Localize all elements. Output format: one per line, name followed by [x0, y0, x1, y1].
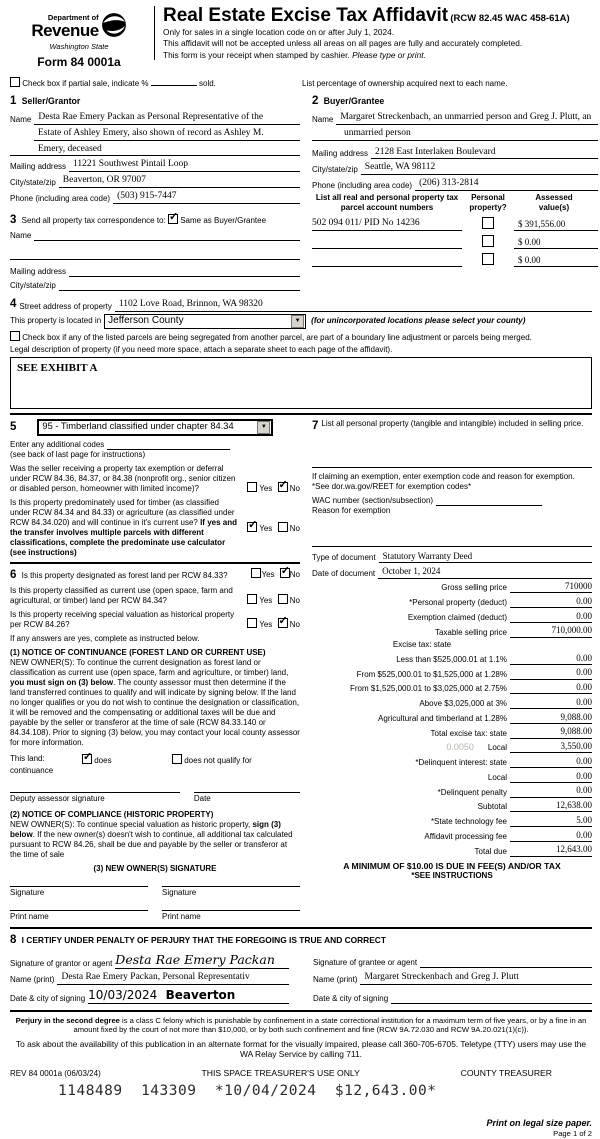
legal-paper-note: Print on legal size paper. [486, 1117, 592, 1128]
partial-sale-option: Check box if partial sale, indicate % sold. [10, 77, 216, 89]
title-rcw-ref: (RCW 82.45 WAC 458-61A) [450, 13, 570, 24]
legal-description-box[interactable] [10, 357, 592, 409]
new-owner-signature-line[interactable]: Signature [10, 886, 148, 898]
if-yes-note: If any answers are yes, complete as instructed below. [10, 634, 200, 644]
section-divider [10, 562, 300, 564]
personal-property-heading: List all personal property (tangible and intangible) included in selling price. [321, 418, 584, 428]
personal-property-deduct-value[interactable]: 0.00 [510, 596, 592, 608]
grantee-date-city-field[interactable] [391, 993, 592, 1004]
timber-question: Is this property predominately used for timber (as classified under RCW 84.34 and 84.33) or agriculture (as classified under RCW 84.34.020) and will continue in it's current use? If yes and the transfer involves multiple parcels with different classifications, complete the predominate use calculator (see instructions) ✓ Yes No [10, 498, 300, 558]
delinquent-penalty-value[interactable]: 0.00 [510, 785, 592, 797]
form-number: Form 84 0001a [37, 55, 121, 70]
timber-yes-checkbox[interactable] [247, 522, 257, 532]
dropdown-arrow-icon[interactable]: ▼ [291, 315, 304, 328]
exemption-code-note: If claiming an exemption, enter exemption code and reason for exemption. *See dor.wa.gov/REET for exemption codes* [312, 472, 575, 492]
affidavit-processing-fee-value[interactable]: 0.00 [510, 830, 592, 842]
grantee-signing-block: Signature of grantee or agent Name (print) Margaret Streckenbach and Greg J. Plutt Date & city of signing [313, 949, 592, 1004]
tier4-tax-value[interactable]: 0.00 [510, 697, 592, 709]
personal-property-col-header: Personal property? [469, 193, 507, 213]
agricultural-timberland-value[interactable]: 9,088.00 [510, 712, 592, 724]
parcel-number-field[interactable] [312, 255, 462, 267]
dropdown-arrow-icon[interactable]: ▼ [257, 421, 270, 434]
new-owner-print-name-line[interactable]: Print name [162, 910, 300, 922]
section-2-buyer: 2 Buyer/Grantee Name Margaret Streckenbach, an unmarried person and Greg J. Plutt, an unmarried person Mailing address 2128 East Interlaken Boulevard City/state/zip Seattle, WA 98112 Phone (including area code) (206) 313-2814 [312, 94, 598, 191]
revenue-wordmark: Revenue [31, 20, 99, 40]
legal-description-value: SEE EXHIBIT A [17, 361, 98, 374]
footer-divider [10, 1010, 592, 1012]
delinquent-interest-state-value[interactable]: 0.00 [510, 756, 592, 768]
title-block [154, 6, 592, 60]
alt-format-note: To ask about the availability of this publication in an alternate format for the visually impaired, please call 360-705-6705. Teletype (TTY) users may use the WA Relay Service by calling 711. [15, 1038, 587, 1060]
treasurer-use-label: THIS SPACE TREASURER'S USE ONLY [201, 1067, 360, 1078]
county-treasurer-label: COUNTY TREASURER [460, 1067, 552, 1078]
tier1-tax-value[interactable]: 0.00 [510, 653, 592, 665]
page-indicator: Page 1 of 2 [553, 1129, 592, 1139]
current-use-yes-checkbox[interactable] [247, 594, 257, 604]
grantor-print-name-field[interactable]: Desta Rae Emery Packan, Personal Representativ [57, 972, 289, 985]
header [10, 6, 592, 70]
land-qualify-row: This land: ✓ does does not qualify for [10, 754, 300, 766]
section-3-correspondence: 3 Send all property tax correspondence to: ✓ Same as Buyer/Grantee Name Mailing address City/state/zip [10, 213, 300, 291]
grantee-print-name-field[interactable]: Margaret Streckenbach and Greg J. Plutt [360, 972, 592, 985]
perjury-note: Perjury in the second degree is a class C felony which is punishable by confinement in a state correctional institution for a maximum term of five years, or by a fine in an amount fixed by the court of not more than $10,000, or by both such confinement and fine (RCW 9A.72.030 and RCW 9A.20.021(1)(c)). [15, 1016, 587, 1035]
notice-continuance-text: NEW OWNER(S): To continue the current designation as forest land or classification as current use (open space, farm and agriculture, or timber) land, you must sign on (3) below. The county assessor must then determine if the land transferred continues to qualify and will indicate by signing below. If the land no longer qualifies or you do not wish to continue the designation or classification, it will be removed and the compensating or additional taxes will be due and payable by the seller or transferor at the time of sale (RCW 84.33.140 or 84.34.108). Prior to signing (3) below, you may contact your local county assessor for more information. [10, 658, 300, 748]
exemption-question: Was the seller receiving a property tax exemption or deferral under RCW 84.36, 84.37, or 84.38 (nonprofit org., senior citizen or disabled person, homeowner with limited income)? Yes ✓ No [10, 464, 300, 494]
seller-name-field[interactable]: Desta Rae Emery Packan as Personal Representative of the [34, 112, 300, 125]
use-code-dropdown[interactable]: 95 - Timberland classified under chapter 84.34 ▼ [37, 419, 273, 436]
section-divider [10, 413, 592, 415]
correspondence-name-field2[interactable] [10, 249, 300, 260]
street-address-field[interactable]: 1102 Love Road, Brinnon, WA 98320 [115, 299, 592, 312]
personal-property-checkbox[interactable] [482, 217, 494, 229]
local-rate-value: 0.0050 [446, 742, 474, 753]
excise-tax-state-header: Excise tax: state [392, 640, 452, 650]
dor-logo-block [10, 6, 148, 70]
local-tax-row: 0.0050 Local 3,550.00 [446, 741, 592, 753]
historic-yes-checkbox[interactable] [247, 618, 257, 628]
state-technology-fee-value[interactable]: 5.00 [510, 815, 592, 827]
header-sub3: This form is your receipt when stamped by cashier. Please type or print. [163, 49, 426, 60]
additional-codes-field[interactable] [107, 439, 230, 450]
seller-city-field[interactable]: Beaverton, OR 97007 [59, 175, 300, 188]
seller-heading: Seller/Grantor [21, 96, 81, 107]
seller-name-field2[interactable]: Estate of Ashley Emery, also shown of record as Ashley M. [34, 128, 300, 141]
deputy-assessor-signature-line[interactable]: Deputy assessor signature [10, 792, 180, 804]
treasurer-row [10, 1068, 592, 1079]
personal-property-checkbox[interactable] [482, 235, 494, 247]
additional-codes-note: (see back of last page for instructions) [10, 449, 146, 459]
subtotal-value[interactable]: 12,638.00 [510, 800, 592, 812]
exemption-claimed-value[interactable]: 0.00 [510, 611, 592, 623]
page-title: Real Estate Excise Tax Affidavit [163, 5, 449, 26]
partial-sale-row [10, 77, 592, 89]
personal-property-field[interactable] [312, 455, 592, 468]
assessed-value-col-header: Assessed value(s) [535, 193, 573, 213]
total-due-value[interactable]: 12,643.00 [510, 844, 592, 856]
buyer-city-field[interactable]: Seattle, WA 98112 [361, 162, 598, 175]
buyer-phone-field[interactable]: (206) 313-2814 [415, 178, 598, 191]
current-use-question: Is this property classified as current use (open space, farm and agricultural, or timber) land per RCW 84.34? Yes No [10, 586, 300, 606]
assessed-value-field[interactable]: $ 391,556.00 [514, 219, 598, 231]
forest-yes-checkbox[interactable] [251, 568, 261, 578]
type-or-print-note: Please type or print. [352, 49, 426, 60]
left-col-upper [10, 94, 300, 291]
same-as-buyer-label: Same as Buyer/Grantee [180, 216, 267, 225]
deputy-date-line[interactable]: Date [194, 792, 300, 804]
buyer-heading: Buyer/Grantee [323, 96, 385, 107]
washington-state-label: Washington State [49, 42, 109, 51]
buyer-mailing-field[interactable]: 2128 East Interlaken Boulevard [371, 147, 598, 160]
section-1-seller: 1 Seller/Grantor Name Desta Rae Emery Packan as Personal Representative of the Estate of Ashley Emery, also shown of record as Ashley M. Emery, deceased Mailing address 11221 Southwest Pintail Loop City/state/zip Beaverton, OR 97007 Phone (including area code) (503) 915-7447 [10, 94, 300, 204]
historic-question: Is this property receiving special valuation as historical property per RCW 84.26? Yes ✓ No [10, 610, 300, 630]
header-sub1: Only for sales in a single location code on or after July 1, 2024. [163, 26, 395, 37]
county-note: (for unincorporated locations please select your county) [311, 316, 526, 326]
does-qualify-checkbox[interactable] [82, 754, 92, 764]
personal-property-checkbox[interactable] [482, 253, 494, 265]
partial-sale-checkbox[interactable] [10, 77, 20, 87]
seller-mailing-field[interactable]: 11221 Southwest Pintail Loop [69, 159, 300, 172]
parcel-row [312, 235, 598, 249]
taxable-selling-price-value[interactable]: 710,000.00 [510, 625, 592, 637]
ownership-note: List percentage of ownership acquired next to each name. [302, 79, 508, 89]
reason-exemption-label: Reason for exemption [312, 506, 391, 516]
continuance-label: continuance [10, 766, 54, 776]
seller-phone-field[interactable]: (503) 915-7447 [113, 191, 300, 204]
document-date-field[interactable]: October 1, 2024 [378, 566, 592, 578]
right-col-upper [312, 94, 598, 291]
wac-number-field[interactable] [436, 495, 542, 506]
does-not-qualify-checkbox[interactable] [172, 754, 182, 764]
buyer-name-field2[interactable]: unmarried person [312, 128, 598, 141]
dept-of-label: Department of [47, 13, 99, 23]
total-excise-state-value[interactable]: 9,088.00 [510, 726, 592, 738]
see-instructions-note: *SEE INSTRUCTIONS [411, 871, 493, 881]
section-6-designations: 6 Is this property designated as forest land per RCW 84.33? Yes ✓ No Is this property classified as current use (open space, farm and agricultural, or timber) land per RCW 84.34? Yes No Is this property receiving special valuation as historical property per RCW 84.26? Yes ✓ No If any answers are yes, complete as instructed below. (1) NOTICE OF CONTINUANCE (FOREST LAND OR CURRENT USE) NEW OWNER(S): To continue the current designation as forest land or classification as current use (open space, farm and agriculture, or timber) land, you must sign on (3) below. The county assessor must then determine if the land transferred continues to qualify and will indicate by signing below. If the land no longer qualifies or you do not wish to continue the designation or classification, it will be removed and the compensating or additional taxes will be due and payable by the seller or transferor at the time of sale (RCW 84.33.140 or 84.34.108). Prior to signing (3) below, you may contact your local county assessor for more information. This land: ✓ does does not qualify for continuance Deputy assessor signature Date (2) NOTICE OF COMPLIANCE (HISTORIC PROPERTY) NEW OWNER(S): To continue special valuation as historic property, sign (3) below. If the new owner(s) doesn't wish to continue, all additional tax calculated pursuant to RCW 84.26, shall be due and payable by the seller or transferor at the time of sale (3) NEW OWNER(S) SIGNATURE Signature Signature Print name Print name [10, 568, 300, 922]
section-4-property: 4 Street address of property 1102 Love Road, Brinnon, WA 98320 This property is located in Jefferson County ▼ (for unincorporated locations please select your county) Check box if any of the listed parcels are being segregated from another parcel, are part of a boundary line adjustment or parcels being merged. Legal description of property (if you need more space, attach a separate sheet to each page of the affidavit). SEE EXHIBIT A [10, 297, 592, 408]
correspondence-city-field[interactable] [59, 280, 300, 291]
document-type-field[interactable]: Statutory Warranty Deed [379, 551, 592, 563]
section-8-certify: 8 I CERTIFY UNDER PENALTY OF PERJURY THAT THE FOREGOING IS TRUE AND CORRECT Signature of grantor or agent Desta Rae Emery Packan Name (print) Desta Rae Emery Packan, Personal Representativ Date & city of signing 10/03/2024 Beaverton Signature of grantee or agent Name (print) Margaret Streckenbach and Greg J. Plutt Date & city of signing [10, 933, 592, 1004]
grantor-date-city-field[interactable]: 10/03/2024 Beaverton [88, 988, 289, 1004]
notice-continuance-heading: (1) NOTICE OF CONTINUANCE (FOREST LAND OR CURRENT USE) [10, 648, 266, 658]
reason-exemption-field[interactable] [312, 534, 592, 547]
notice-compliance-text: NEW OWNER(S): To continue special valuation as historic property, sign (3) below. If the new owner(s) doesn't wish to continue, all additional tax calculated pursuant to RCW 84.26, shall be due and payable by the seller or transferor at the time of sale [10, 820, 293, 860]
parcel-number-field[interactable] [312, 237, 462, 249]
grantee-signature-field[interactable] [420, 957, 592, 968]
grantor-signature-field[interactable]: Desta Rae Emery Packan [115, 952, 289, 969]
correspondence-mailing-field[interactable] [69, 266, 300, 277]
buyer-name-field[interactable]: Margaret Streckenbach, an unmarried person and Greg J. Plutt, an [336, 112, 598, 125]
section-5-use-code: 5 95 - Timberland classified under chapter 84.34 ▼ [10, 419, 300, 436]
gross-selling-price-value[interactable]: 710000 [510, 581, 592, 593]
parcel-table [312, 193, 598, 267]
delinquent-interest-local-value[interactable]: 0.00 [510, 771, 592, 783]
assessed-value-field[interactable]: $ 0.00 [514, 237, 598, 249]
new-owner-signature-line[interactable]: Signature [162, 886, 300, 898]
minimum-due-note: A MINIMUM OF $10.00 IS DUE IN FEE(S) AND/OR TAX [343, 860, 561, 871]
section-divider [10, 927, 592, 929]
header-sub2: This affidavit will not be accepted unless all areas on all pages are fully and accurately completed. [163, 38, 523, 49]
section-7-tax: 7 List all personal property (tangible and intangible) included in selling price. If claiming an exemption, enter exemption code and reason for exemption. *See dor.wa.gov/REET for exemption codes* WAC number (section/subsection) Reason for exemption Type of document Statutory Warranty Deed Date of document October 1, 2024 Gross selling price 710000 *Personal property (deduct) 0.00 Exemption claimed (deduct) 0.00 Taxable selling price 710,000.00 Excise tax: state Less than $525,000.01 at 1.1% 0.00 From $525,000.01 to $1,525,000 at 1.28% 0.00 From $1,525,000.01 to $3,025,000 at 2.75% 0.00 Above $3,025,000 at 3% 0.00 Agricultural and timberland at 1.28% 9,088.00 Total excise tax: state 9,088.00 0.0050 Local 3,550.00 *Delinquent interest: state 0.00 Local 0.00 *Delinquent penalty 0.00 Subtotal 12,638.00 *State technology fee 5.00 Affidavit processing fee 0.00 Total due 12,643.00 A MINIMUM OF $10.00 IS DUE IN FEE(S) AND/OR TAX *SEE INSTRUCTIONS [312, 418, 592, 881]
legal-description-label: Legal description of property (if you need more space, attach a separate sheet to each page of the affidavit). [10, 344, 393, 354]
segregated-checkbox[interactable] [10, 331, 20, 341]
exemption-yes-checkbox[interactable] [247, 482, 257, 492]
assessed-value-field[interactable]: $ 0.00 [514, 255, 598, 267]
seller-name-field3[interactable]: Emery, deceased [10, 144, 300, 157]
treasurer-stamp: 1148489 143309 *10/04/2024 $12,643.00* [58, 1082, 437, 1099]
same-as-buyer-checkbox[interactable] [168, 214, 178, 224]
forest-no-checkbox[interactable] [280, 568, 290, 578]
notice-compliance-heading: (2) NOTICE OF COMPLIANCE (HISTORIC PROPERTY) [10, 810, 214, 820]
local-tax-value[interactable]: 3,550.00 [510, 741, 592, 753]
parcel-row [312, 217, 598, 231]
tier3-tax-value[interactable]: 0.00 [510, 682, 592, 694]
certify-heading: I CERTIFY UNDER PENALTY OF PERJURY THAT THE FOREGOING IS TRUE AND CORRECT [21, 934, 386, 945]
parcel-col-header: List all real and personal property tax parcel account numbers [315, 193, 459, 213]
correspondence-name-field[interactable] [34, 230, 300, 241]
tier2-tax-value[interactable]: 0.00 [510, 667, 592, 679]
partial-percent-field[interactable] [151, 85, 197, 86]
parcel-number-field[interactable]: 502 094 011/ PID No 14236 [312, 218, 462, 231]
new-owners-signature-heading: (3) NEW OWNER(S) SIGNATURE [93, 864, 217, 874]
current-use-no-checkbox[interactable] [278, 594, 288, 604]
exemption-no-checkbox[interactable] [278, 482, 288, 492]
timber-no-checkbox[interactable] [278, 522, 288, 532]
parcel-row [312, 253, 598, 267]
revenue-logo-icon [101, 12, 127, 41]
left-col-lower: 5 95 - Timberland classified under chapter 84.34 ▼ Enter any additional codes (see back of last page for instructions) Was the seller receiving a property tax exemption or deferral under RCW 84.36, 84.37, or 84.38 (nonprofit org., senior citizen or disabled person, homeowner with limited income)? Yes ✓ No Is this property predominately used for timber (as classified under RCW 84.34 and 84.33) or agriculture (as classified under RCW 84.34.020) and will continue in it's current use? If yes and the transfer involves multiple parcels with different classifications, complete the predominate use calculator (see instructions) ✓ Yes No 6 Is this property designated as forest land per RCW 84.33? Yes ✓ No Is this property classified as current use (open space, farm and agricultural, or timber) land per RCW 84.34? Yes No Is this property receiving special valuation as historical property per RCW 84.26? Yes ✓ No If any answers are yes, complete as instructed below. (1) NOTICE OF CONTINUANCE (FOREST LAND OR CURRENT USE) NEW OWNER(S): To continue the current designation as forest land or classification as current use (open space, farm and agriculture, or timber) land, you must sign on (3) below. The county assessor must then determine if the land transferred continues to qualify and will indicate by signing below. If the land no longer qualifies or you do not wish to continue the designation or classification, it will be removed and the compensating or additional taxes will be due and payable by the seller or transferor at the time of sale (RCW 84.33.140 or 84.34.108). Prior to signing (3) below, you may contact your local county assessor for more information. This land: ✓ does does not qualify for continuance Deputy assessor signature Date (2) NOTICE OF COMPLIANCE (HISTORIC PROPERTY) NEW OWNER(S): To continue special valuation as historic property, sign (3) below. If the new owner(s) doesn't wish to continue, all additional tax calculated pursuant to RCW 84.26, shall be due and payable by the seller or transferor at the time of sale (3) NEW OWNER(S) SIGNATURE Signature Signature Print name Print name [10, 419, 300, 922]
grantor-signing-block: Signature of grantor or agent Desta Rae Emery Packan Name (print) Desta Rae Emery Packan, Personal Representativ Date & city of signing 10/03/2024 Beaverton [10, 949, 289, 1004]
county-dropdown[interactable]: Jefferson County ▼ [104, 314, 306, 329]
historic-no-checkbox[interactable] [278, 618, 288, 628]
new-owner-print-name-line[interactable]: Print name [10, 910, 148, 922]
rev-form-code: REV 84 0001a (06/03/24) [10, 1068, 101, 1078]
